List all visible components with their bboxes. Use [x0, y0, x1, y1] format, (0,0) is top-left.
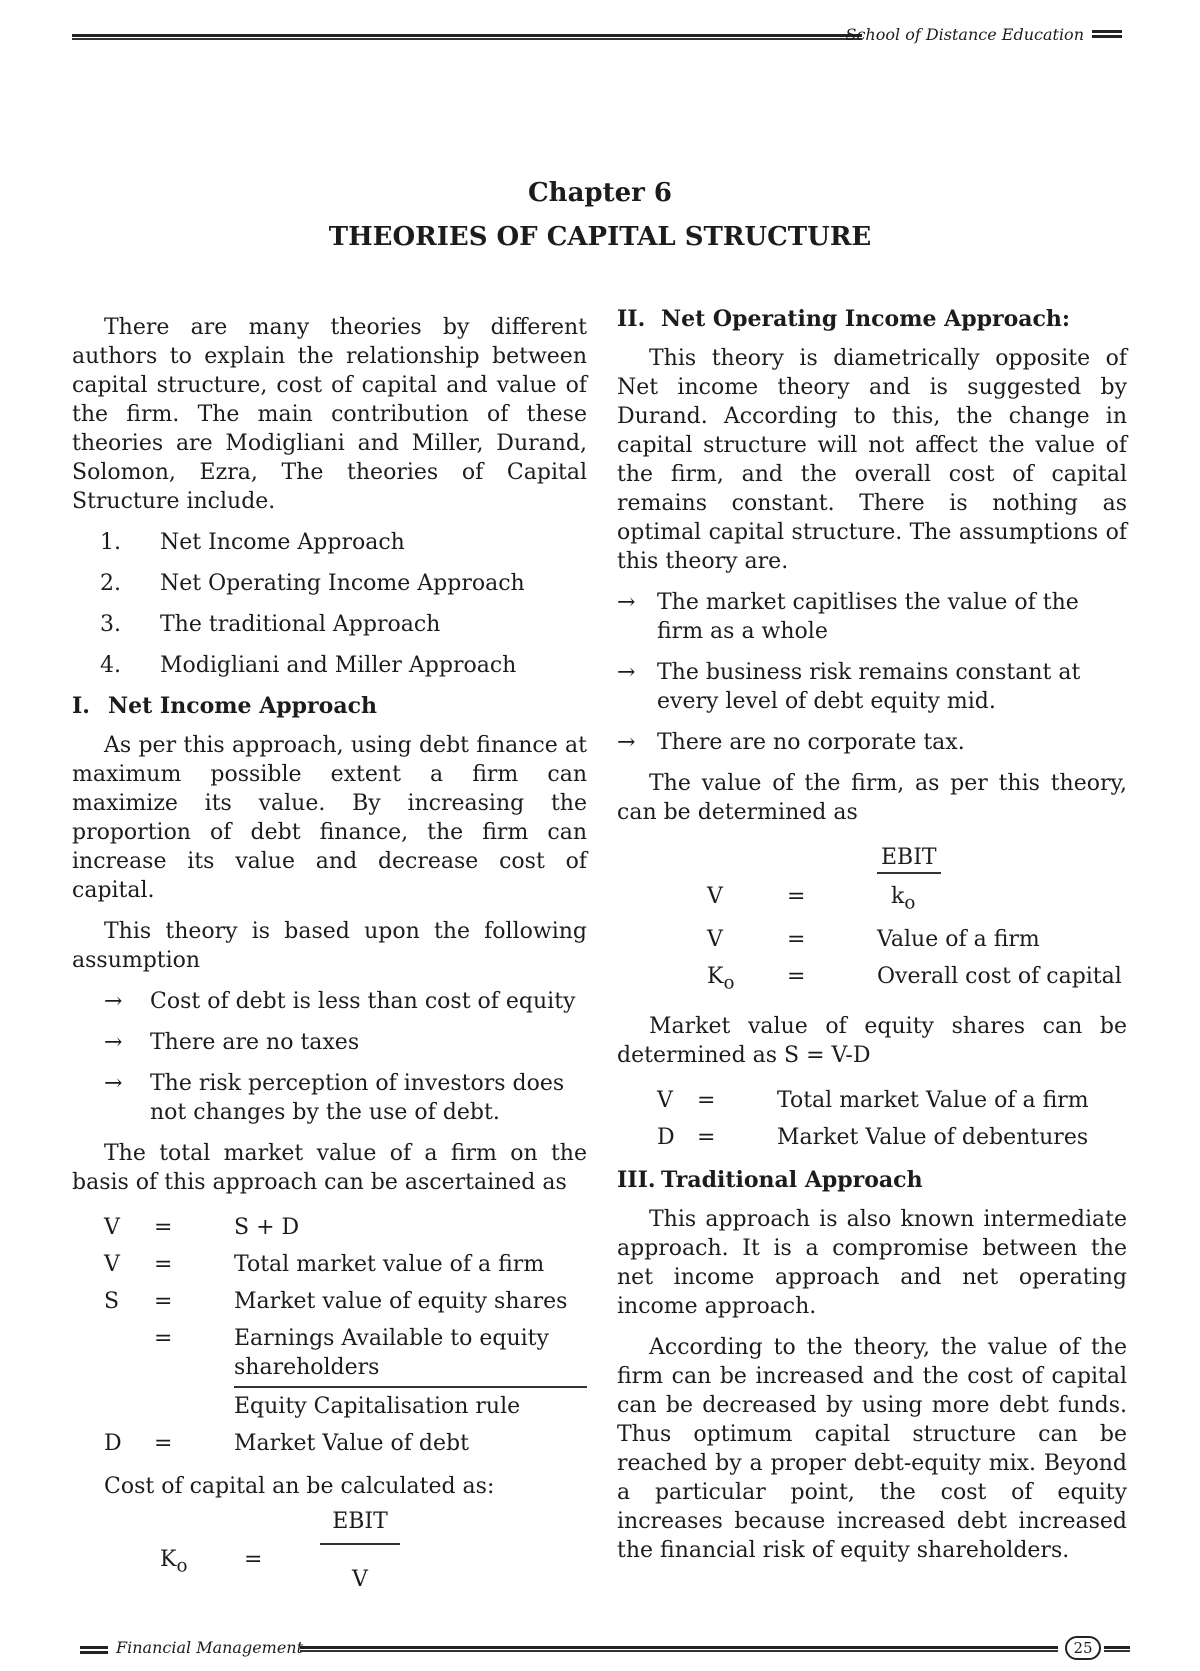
list-item: 1. Net Income Approach	[100, 530, 405, 555]
arrow-icon: →	[617, 660, 636, 685]
paragraph: The total market value of a firm on the basis of this approach can be ascertained as	[72, 1141, 587, 1195]
intro-paragraph: There are many theories by different authors to explain the relationship between capital structure, cost of capital and value of the firm. The main contribution of these theories are Modigliani and Miller, Durand, Solomon, Ezra, The theories of Capital Structure include.	[72, 315, 587, 514]
arrow-icon: →	[104, 989, 123, 1014]
list-item: → The business risk remains constant at every level of debt equity mid.	[617, 660, 1081, 714]
page-header	[72, 22, 1122, 52]
assumption-list	[104, 987, 587, 1127]
equation-table: V = S + D V = Total market value of a firm S = Market value of equity shares = Earnings Available to equity shareholders Equity Capitalisation rule D = Market Value of debt	[72, 1209, 587, 1462]
page-number: 25	[1065, 1636, 1101, 1660]
ko-symbol: $K_o$	[160, 1547, 188, 1577]
arrow-icon: →	[104, 1030, 123, 1055]
left-column	[72, 313, 587, 1607]
arrow-icon: →	[617, 590, 636, 615]
paragraph: This approach is also known intermediate approach. It is a compromise between the net income approach and net operating income approach.	[617, 1206, 1127, 1319]
paragraph: This theory is based upon the following assumption	[72, 919, 587, 973]
assumption-list	[617, 588, 1127, 757]
header-school-name: School of Distance Education	[845, 25, 1084, 44]
value-formula-table: EBIT V = $k_o$ V = Value of a firm $K_o$ = Overall cost of capital	[707, 845, 1122, 994]
equity-formula-table: V = Total market Value of a firm D = Market Value of debentures	[657, 1087, 1089, 1150]
list-item: 3. The traditional Approach	[100, 612, 441, 637]
right-column	[617, 306, 1127, 1577]
header-mark	[1092, 30, 1122, 38]
arrow-icon: →	[104, 1071, 123, 1096]
paragraph: According to the theory, the value of the firm can be increased and the cost of capital can be decreased by using more debt funds. Thus optimum capital structure can be reached by a proper debt-equity mix. Beyond a particular point, the cost of equity increases because increased debt increased the financial risk of equity shareholders.	[617, 1334, 1127, 1563]
list-item: → The market capitlises the value of the firm as a whole	[617, 590, 1079, 644]
footer-book-title: Financial Management	[116, 1638, 304, 1657]
section-heading-net-operating-income: II. Net Operating Income Approach:	[617, 306, 1071, 332]
cost-of-capital-formula: $K_o$ = EBIT V	[72, 1507, 587, 1607]
header-rule	[72, 34, 862, 40]
page-footer	[80, 1636, 1130, 1664]
list-item: 4. Modigliani and Miller Approach	[100, 653, 517, 678]
arrow-icon: →	[617, 730, 636, 755]
fraction-bar	[320, 1543, 400, 1545]
paragraph: The value of the firm, as per this theory, can be determined as	[617, 771, 1127, 825]
paragraph: Cost of capital an be calculated as:	[104, 1474, 495, 1499]
fraction-numerator: EBIT	[332, 1509, 388, 1534]
list-item: → Cost of debt is less than cost of equity	[104, 989, 576, 1014]
list-item: → There are no corporate tax.	[617, 730, 965, 755]
chapter-title: THEORIES OF CAPITAL STRUCTURE	[328, 222, 872, 252]
fraction-denominator: V	[352, 1567, 368, 1592]
paragraph: This theory is diametrically opposite of Net income theory and is suggested by Durand. According to this, the change in capital structure will not affect the value of the firm, and the overall cost of capital remains constant. There is nothing as optimal capital structure. The assumptions of this theory are.	[617, 346, 1127, 574]
chapter-label: Chapter 6	[527, 178, 672, 208]
theories-list	[100, 528, 587, 680]
section-heading-traditional: III. Traditional Approach	[617, 1166, 923, 1193]
footer-rule	[300, 1646, 1058, 1652]
paragraph: Market value of equity shares can be determined as S = V-D	[617, 1013, 1127, 1068]
section-heading-net-income: I. Net Income Approach	[72, 693, 377, 719]
footer-mark	[80, 1646, 108, 1654]
list-item: → The risk perception of investors does not changes by the use of debt.	[104, 1071, 565, 1125]
paragraph: As per this approach, using debt finance at maximum possible extent a firm can maximize its value. By increasing the proportion of debt finance, the firm can increase its value and decrease cost of capital.	[72, 733, 587, 903]
footer-rule	[1104, 1646, 1130, 1652]
fraction-numerator: EBIT	[877, 843, 941, 874]
list-item: → There are no taxes	[104, 1030, 360, 1055]
list-item: 2. Net Operating Income Approach	[100, 571, 525, 596]
